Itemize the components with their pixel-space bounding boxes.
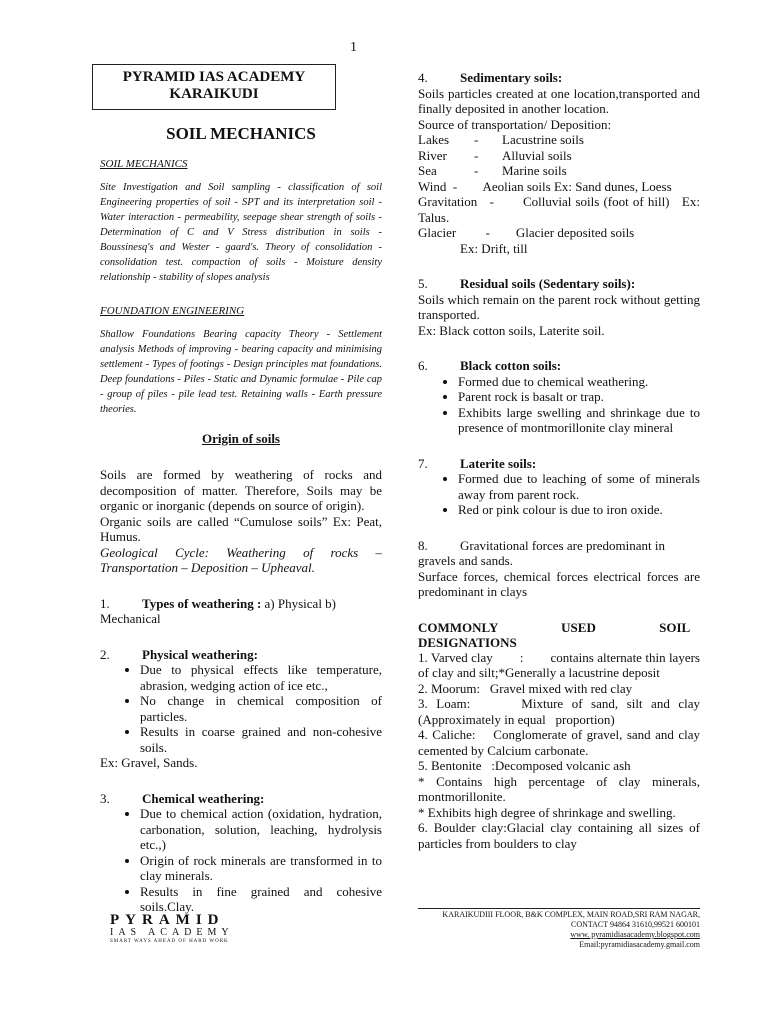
list-item: • Due to physical effects like temperature, abrasion, wedging action of ice etc.,	[140, 662, 382, 693]
designation-line: 4. Caliche: Conglomerate of gravel, sand and clay cemented by Calcium carbonate.	[418, 727, 704, 758]
syllabus-foundation-text: Shallow Foundations Bearing capacity Theory - Settlement analysis Methods of improving - bearing capacity and minimising settlement - Types of footings - Design principles mat foundations. Deep foundations - Piles - Static and Dynamic formulae - Pile cap - group of piles - pile lead test. Retaining walls - Earth pressure theories.	[100, 329, 382, 415]
section-6-heading: 6. Black cotton soils:	[418, 358, 562, 373]
section-4-para-1: Soils particles created at one location,transported and finally deposited in another location.	[418, 85, 700, 116]
designation-line: 6. Boulder clay:Glacial clay containing all sizes of particles from boulders to clay	[418, 820, 700, 851]
page-number: 1	[350, 40, 357, 55]
transport-wind: Wind - Aeolian soils Ex: Sand dunes, Loess	[418, 178, 672, 194]
list-item: • Red or pink colour is due to iron oxide.	[458, 502, 700, 518]
contact-website: www. pyramidiasacademy.blogspot.com	[570, 930, 700, 939]
contact-address: KARAIKUDIII FLOOR, B&K COMPLEX, MAIN ROAD,SRI RAM NAGAR,	[442, 910, 700, 919]
contact-email: Email:pyramidiasacademy.gmail.com	[579, 940, 700, 949]
list-item: • Formed due to leaching of some of minerals away from parent rock.	[458, 471, 700, 502]
list-item: • Parent rock is basalt or trap.	[458, 389, 700, 405]
section-8: 8. Gravitational forces are predominant in gravels and sands.	[418, 537, 666, 568]
section-3-heading: 3. Chemical weathering:	[100, 790, 265, 806]
origin-para-1: Soils are formed by weathering of rocks and decomposition of matter. Therefore, Soils may be organic or inorganic (depends on source of origin).	[100, 467, 382, 513]
section-5-para-2: Ex: Black cotton soils, Laterite soil.	[418, 322, 605, 338]
transport-gravitation: Gravitation - Colluvial soils (foot of hill) Ex: Talus.	[418, 194, 704, 225]
list-item: • Due to chemical action (oxidation, hydration, carbonation, solution, leaching, hydrolysis etc.,)	[140, 806, 382, 853]
section-1: 1. Types of weathering : a) Physical b) Mechanical	[100, 595, 337, 626]
designations-heading: COMMONLY USED SOIL DESIGNATIONS	[418, 619, 690, 650]
list-item: • Origin of rock minerals are transformed in to clay minerals.	[140, 853, 382, 884]
list-item: • Results in coarse grained and non-cohesive soils.	[140, 724, 382, 755]
syllabus-soil-heading: SOIL MECHANICS	[100, 158, 188, 170]
logo-tagline: SMART WAYS AHEAD OF HARD WORK	[110, 939, 229, 944]
section-4-heading: 4. Sedimentary soils:	[418, 70, 563, 85]
academy-name: PYRAMID IAS ACADEMY	[122, 69, 306, 85]
list-item: • Exhibits large swelling and shrinkage due to presence of montmorillonite clay mineral	[458, 405, 700, 436]
right-column	[418, 70, 704, 851]
designation-line: 5. Bentonite :Decomposed volcanic ash	[418, 758, 631, 773]
section-2-list	[100, 662, 382, 755]
origin-para-3: Geological Cycle: Weathering of rocks – Transportation – Deposition – Upheaval.	[100, 544, 382, 575]
designation-line: 1. Varved clay : contains alternate thin layers of clay and silt;*Generally a lacustrine deposit	[418, 649, 704, 680]
contact-phone: CONTACT 94864 31610,99521 600101	[571, 920, 700, 929]
list-item: • No change in chemical composition of particles.	[140, 693, 382, 724]
section-7-heading: 7. Laterite soils:	[418, 455, 537, 471]
designation-line: * Contains high percentage of clay minerals, montmorillonite.	[418, 773, 700, 804]
section-2-heading: 2. Physical weathering:	[100, 646, 258, 662]
origin-heading: Origin of soils	[201, 431, 280, 446]
section-5-para-1: Soils which remain on the parent rock without getting transported.	[418, 291, 700, 322]
syllabus-soil-text: Site Investigation and Soil sampling - classification of soil Engineering properties of soil - SPT and its interpretation soil - Water interaction - permeability, seepage shear strength of soils - Determination of C and V Stress distribution in soils - Boussinesq's and Wester - gaard's. Theory of consolidation - consolidation test. compaction of soils - Moisture density relationship - stability of slopes analysis	[100, 182, 382, 283]
syllabus-foundation-heading: FOUNDATION ENGINEERING	[100, 305, 245, 317]
logo-line-1: PYRAMID	[110, 912, 225, 928]
left-column	[100, 64, 382, 915]
academy-header	[92, 64, 336, 110]
transport-glacier: Glacier - Glacier deposited soils	[418, 225, 635, 240]
list-item: • Formed due to chemical weathering.	[458, 374, 700, 390]
designation-line: 2. Moorum: Gravel mixed with red clay	[418, 680, 633, 696]
transport-row: River - Alluvial soils	[418, 147, 572, 163]
designation-line: * Exhibits high degree of shrinkage and swelling.	[418, 804, 676, 820]
academy-logo	[110, 912, 260, 944]
transport-row: Lakes - Lacustrine soils	[418, 132, 584, 147]
transport-glacier-example: Ex: Drift, till	[460, 240, 528, 256]
document-title: SOIL MECHANICS	[166, 124, 316, 143]
section-8-para-2: Surface forces, chemical forces electrical forces are predominant in clays	[418, 568, 700, 599]
contact-block	[418, 908, 700, 950]
list-item: • Results in fine grained and cohesive soils.Clay.	[140, 884, 382, 915]
section-5-heading: 5. Residual soils (Sedentary soils):	[418, 276, 636, 291]
designation-line: 3. Loam: Mixture of sand, silt and clay (Approximately in equal proportion)	[418, 696, 704, 727]
section-2-example: Ex: Gravel, Sands.	[100, 755, 198, 770]
section-6-list	[418, 374, 700, 436]
section-3-list	[100, 806, 382, 915]
logo-line-2: IAS ACADEMY	[110, 927, 234, 938]
origin-para-2: Organic soils are called “Cumulose soils” Ex: Peat, Humus.	[100, 513, 382, 544]
section-4-para-2: Source of transportation/ Deposition:	[418, 116, 612, 132]
academy-city: KARAIKUDI	[169, 86, 259, 102]
section-7-list	[418, 471, 700, 518]
transport-row: Sea - Marine soils	[418, 163, 567, 178]
